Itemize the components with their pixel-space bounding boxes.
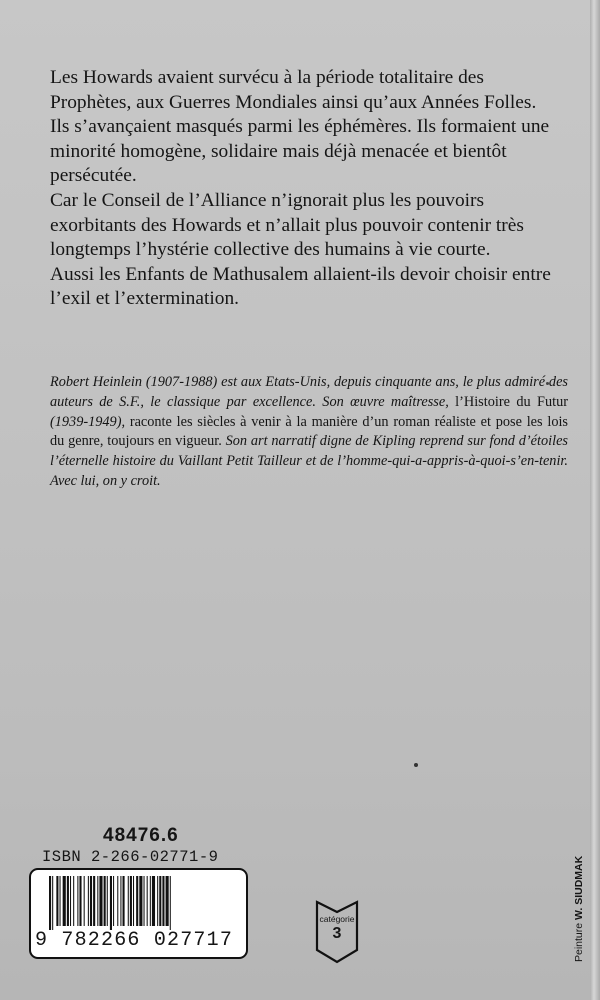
category-number: 3	[332, 925, 342, 942]
barcode-bar	[144, 876, 145, 926]
bio-title: l’Histoire du Futur	[455, 393, 568, 410]
spine-crease	[590, 0, 600, 1000]
barcode-bar	[162, 876, 164, 926]
barcode-bar	[113, 876, 114, 926]
credit-artist: W. SIUDMAK	[573, 855, 585, 920]
barcode-digits: 9 782266 027717	[35, 929, 234, 952]
barcode-bar	[152, 876, 155, 926]
barcode-bar	[73, 876, 74, 926]
barcode-bar	[130, 876, 132, 926]
category-label: catégorie	[319, 914, 355, 924]
isbn-label: ISBN 2-266-02771-9	[42, 848, 219, 866]
barcode-bar	[150, 876, 151, 926]
publisher-code: 48476.6	[103, 825, 179, 846]
barcode-bar	[128, 876, 129, 926]
blurb-text	[50, 66, 556, 312]
bio-part-2: (1939-1949),	[50, 413, 130, 430]
barcode-bar	[104, 876, 106, 926]
barcode-bar	[52, 876, 53, 930]
cover-art-credit	[573, 856, 585, 962]
barcode-bar	[88, 876, 89, 926]
barcode-bar	[60, 876, 61, 926]
bio-part-4: Son art narratif digne de Kipling reprend sur fond d’étoiles l’éternelle histoire du Vaillant Petit Tailleur et de l’homme-qui-a-appris-à-quoi-s’en-tenir. Avec lui, on y croit.	[50, 433, 568, 489]
barcode-bar	[110, 876, 112, 930]
print-speck	[414, 763, 418, 767]
barcode-bar	[77, 876, 78, 926]
barcode-bar	[99, 876, 102, 926]
barcode-bar	[117, 876, 118, 926]
blurb-paragraph-1: Les Howards avaient survécu à la période totalitaire des Prophètes, aux Guerres Mondiales ainsi qu’aux Années Folles. Ils s’avançaient masqués parmi les éphémères. Ils formaient une minorité homogène, solidaire mais déjà menacée et bientôt persécutée.	[50, 67, 550, 187]
barcode-bar	[120, 876, 121, 926]
barcode-bar	[136, 876, 138, 926]
barcode-bar	[123, 876, 125, 926]
barcode-bar	[133, 876, 134, 926]
bio-part-1: Robert Heinlein (1907-1988) est aux Etats-Unis, depuis cinquante ans, le plus admiré des auteurs de S.F., le classique par excellence. Son œuvre maîtresse,	[50, 374, 568, 410]
barcode-bar	[139, 876, 142, 926]
credit-prefix: Peinture	[573, 922, 585, 962]
barcode-bar	[63, 876, 66, 926]
barcode-bar	[49, 876, 51, 930]
barcode-bar	[79, 876, 81, 926]
barcode-bar	[157, 876, 158, 926]
blurb-paragraph-3: Aussi les Enfants de Mathusalem allaient-ils devoir choisir entre l’exil et l’extermination.	[50, 263, 551, 310]
blurb-paragraph-2: Car le Conseil de l’Alliance n’ignorait plus les pouvoirs exorbitants des Howards et n’allait plus pouvoir contenir très longtemps l’hystérie collective des humains à vie courte.	[50, 189, 524, 261]
barcode-bar	[97, 876, 98, 926]
barcode-bars	[49, 876, 241, 930]
barcode-bar	[67, 876, 69, 926]
barcode-bar	[56, 876, 58, 926]
category-badge	[314, 900, 360, 964]
barcode	[29, 868, 248, 959]
barcode-bar	[70, 876, 71, 926]
barcode-bar	[159, 876, 161, 926]
barcode-bar	[93, 876, 95, 926]
barcode-bar	[84, 876, 85, 926]
barcode-bar	[147, 876, 148, 926]
bio-part-3: raconte les siècles à venir à la manière d’un roman réaliste et pose les lois du genre, toujours en vigueur.	[50, 413, 568, 450]
barcode-bar	[166, 876, 169, 926]
barcode-bar	[90, 876, 92, 926]
barcode-bar	[170, 876, 171, 930]
barcode-bar	[107, 876, 108, 926]
author-bio	[50, 373, 568, 492]
